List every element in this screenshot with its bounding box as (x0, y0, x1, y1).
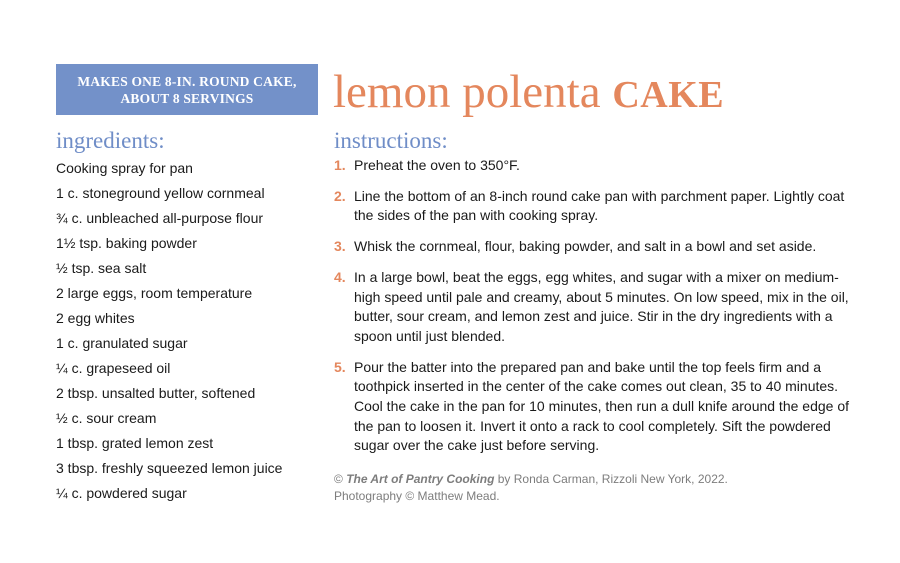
step-number: 2. (334, 187, 346, 204)
recipe-title-emphasis: CAKE (612, 74, 725, 116)
step-number: 1. (334, 157, 346, 173)
ingredient-item: 3 tbsp. freshly squeezed lemon juice (56, 460, 283, 476)
instruction-step (334, 187, 854, 226)
step-number: 4. (334, 268, 346, 285)
yield-banner (56, 64, 318, 115)
book-credit (334, 471, 728, 488)
recipe-title-main: lemon polenta (333, 66, 601, 118)
ingredient-item: Cooking spray for pan (56, 160, 193, 176)
ingredient-item: 2 large eggs, room temperature (56, 285, 253, 301)
ingredient-item: ½ tsp. sea salt (56, 260, 147, 276)
ingredient-item: ¼ c. grapeseed oil (56, 360, 171, 376)
ingredient-item: 1 tbsp. grated lemon zest (56, 435, 214, 451)
ingredient-item: 2 tbsp. unsalted butter, softened (56, 385, 256, 401)
ingredient-item: 1 c. granulated sugar (56, 335, 188, 351)
yield-line-2: ABOUT 8 SERVINGS (120, 90, 254, 106)
ingredient-item: 1 c. stoneground yellow cornmeal (56, 185, 265, 201)
credit-prefix: © (334, 472, 347, 486)
ingredient-item: ¾ c. unbleached all-purpose flour (56, 210, 264, 226)
instruction-step (334, 358, 854, 457)
ingredient-item: ¼ c. powdered sugar (56, 485, 187, 501)
step-text: Preheat the oven to 350°F. (354, 157, 520, 173)
recipe-title (333, 63, 724, 124)
step-text: Line the bottom of an 8-inch round cake pan with parchment paper. Lightly coat the sides of the pan with cooking spray. (354, 187, 845, 224)
instructions-list (334, 156, 854, 467)
credit-block (334, 471, 728, 505)
step-text: Whisk the cornmeal, flour, baking powder, and salt in a bowl and set aside. (354, 238, 817, 255)
ingredients-list (56, 156, 282, 506)
book-title: The Art of Pantry Cooking (346, 472, 495, 486)
instruction-step (334, 237, 854, 257)
step-text: In a large bowl, beat the eggs, egg whites, and sugar with a mixer on medium-high speed until pale and creamy, about 5 minutes. On low speed, mix in the oil, butter, sour cream, and lemon zest and juice. Stir in the dry ingredients with a spoon until just blended. (354, 268, 849, 344)
credit-suffix: by Ronda Carman, Rizzoli New York, 2022. (494, 472, 728, 486)
step-text: Pour the batter into the prepared pan and bake until the top feels firm and a toothpick inserted in the center of the cake comes out clean, 35 to 40 minutes. Cool the cake in the pan for 10 minutes, then run a dull knife around the edge of the pan to loosen it. Invert it onto a rack to cool completely. Sift the powdered sugar over the cake just before serving. (354, 358, 849, 454)
ingredient-item: 1½ tsp. baking powder (56, 235, 197, 251)
instruction-step (334, 156, 854, 176)
step-number: 5. (334, 358, 346, 375)
step-number: 3. (334, 238, 346, 255)
ingredient-item: 2 egg whites (56, 310, 135, 326)
ingredient-item: ½ c. sour cream (56, 410, 157, 426)
photo-credit: Photography © Matthew Mead. (334, 489, 500, 503)
yield-line-1: MAKES ONE 8-IN. ROUND CAKE, (77, 73, 297, 89)
instruction-step (334, 268, 854, 347)
ingredients-heading: ingredients: (56, 128, 165, 153)
instructions-heading: instructions: (334, 128, 448, 153)
